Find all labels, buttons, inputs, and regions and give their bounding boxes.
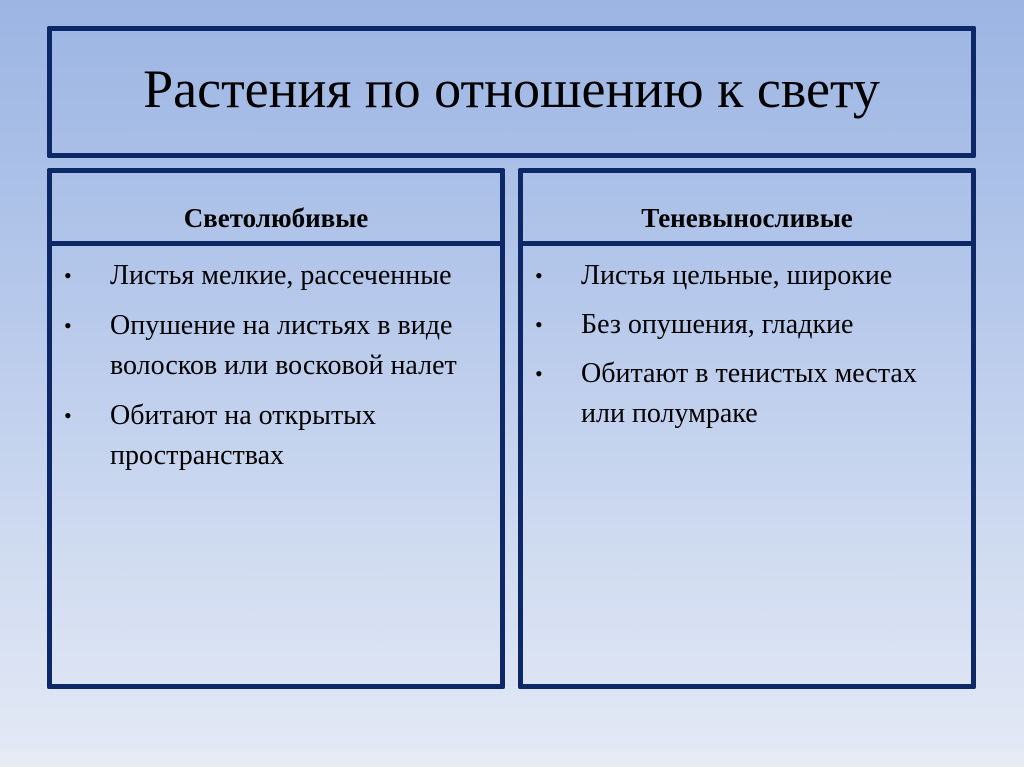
list-item xyxy=(533,354,959,434)
list-item-text: Обитают на открытых пространствах xyxy=(110,400,376,471)
bullet-icon: • xyxy=(535,263,543,288)
list-item-text: Листья мелкие, рассеченные xyxy=(110,260,452,291)
list-item xyxy=(62,306,488,386)
bullet-icon: • xyxy=(64,403,72,428)
column-light-loving xyxy=(47,168,505,689)
column-header xyxy=(523,173,971,246)
list-item-text: Без опушения, гладкие xyxy=(581,309,854,340)
list-item xyxy=(533,305,959,345)
slide-title: Растения по отношению к свету xyxy=(143,59,880,119)
list-item xyxy=(62,396,488,476)
column-body xyxy=(52,246,500,476)
bullet-list xyxy=(533,256,959,434)
list-item-text: Опушение на листьях в виде волосков или восковой налет xyxy=(110,310,457,381)
bullet-icon: • xyxy=(64,263,72,288)
title-box xyxy=(47,26,976,158)
list-item xyxy=(533,256,959,296)
column-header-text: Теневыносливые xyxy=(641,202,853,233)
column-body xyxy=(523,246,971,434)
bullet-list xyxy=(62,256,488,476)
list-item xyxy=(62,256,488,296)
list-item-text: Обитают в тенистых местах или полумраке xyxy=(581,358,917,429)
bullet-icon: • xyxy=(64,313,72,338)
column-header xyxy=(52,173,500,246)
column-header-text: Светолюбивые xyxy=(183,202,369,233)
bullet-icon: • xyxy=(535,312,543,337)
list-item-text: Листья цельные, широкие xyxy=(581,260,893,291)
bullet-icon: • xyxy=(535,361,543,386)
column-shade-tolerant xyxy=(518,168,976,689)
